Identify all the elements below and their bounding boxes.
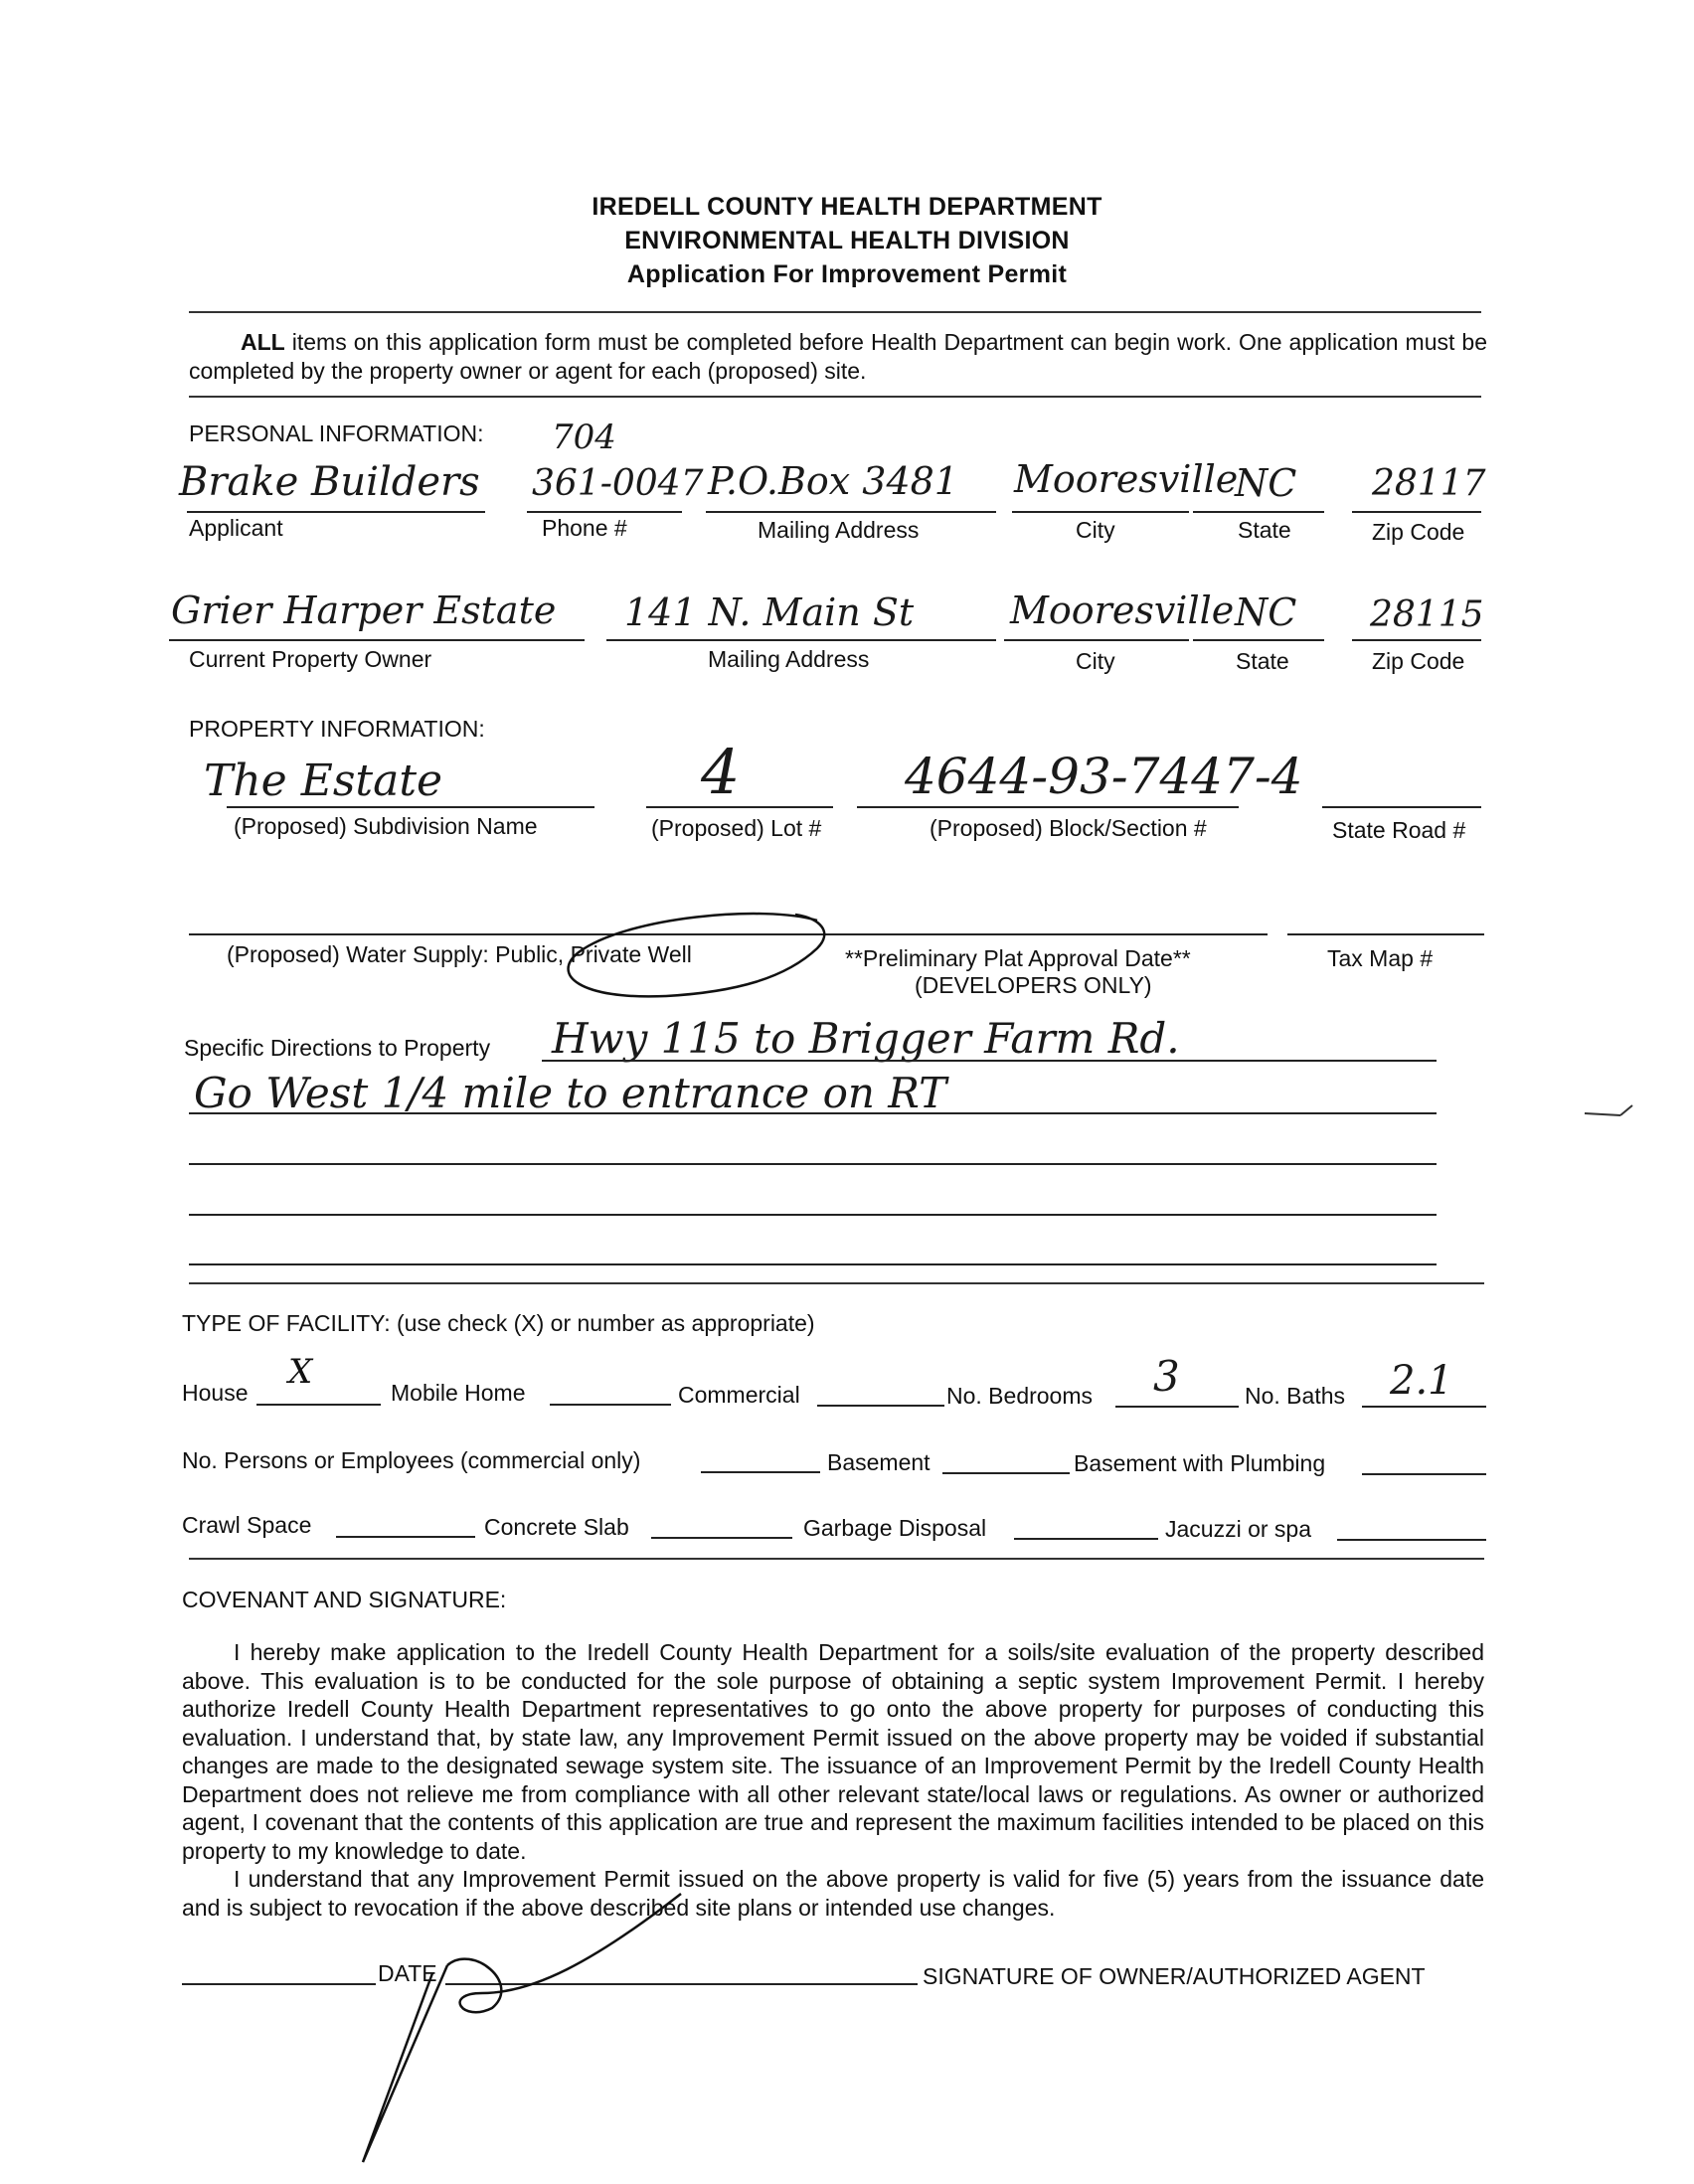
- directions-line-3[interactable]: [189, 1163, 1437, 1165]
- directions-rule: [189, 1282, 1484, 1284]
- directions-line2-value: Go West 1/4 mile to entrance on RT: [194, 1069, 947, 1117]
- covenant-paragraph-2: I understand that any Improvement Permit issued on the above property is valid for five (5) years from the issuance date and is subject to revocation if the above described site plans or intended use changes.: [182, 1866, 1484, 1921]
- private-well-circle-mark: [557, 909, 835, 1008]
- property-section-label: PROPERTY INFORMATION:: [189, 716, 485, 742]
- block-section-label: (Proposed) Block/Section #: [930, 815, 1207, 841]
- directions-line-2[interactable]: [189, 1112, 1437, 1114]
- owner-mailing-value: 141 N. Main St: [624, 590, 915, 634]
- garbage-disposal-label: Garbage Disposal: [803, 1515, 987, 1541]
- owner-value: Grier Harper Estate: [171, 588, 557, 632]
- house-field[interactable]: [256, 1404, 381, 1406]
- mailing-address-value: P.O.Box 3481: [708, 459, 958, 503]
- city-value: Mooresville: [1014, 457, 1239, 501]
- commercial-label: Commercial: [678, 1382, 800, 1408]
- phone-label: Phone #: [542, 515, 627, 541]
- subdivision-value: The Estate: [204, 756, 443, 806]
- state-line[interactable]: [1193, 511, 1324, 513]
- header-division: ENVIRONMENTAL HEALTH DIVISION: [624, 227, 1070, 254]
- baths-field[interactable]: [1362, 1406, 1486, 1408]
- date-label: DATE: [378, 1960, 437, 1986]
- directions-line-4[interactable]: [189, 1214, 1437, 1216]
- state-road-line[interactable]: [1322, 806, 1481, 808]
- owner-city-value: Mooresville: [1010, 588, 1235, 632]
- facility-section-label: TYPE OF FACILITY: (use check (X) or number as appropriate): [182, 1310, 815, 1336]
- mobile-home-field[interactable]: [550, 1404, 671, 1406]
- zip-line[interactable]: [1352, 511, 1481, 513]
- covenant-text: [182, 1638, 1484, 1922]
- zip-label: Zip Code: [1372, 519, 1465, 545]
- margin-stray-mark: [1581, 1093, 1640, 1133]
- bedrooms-label: No. Bedrooms: [946, 1383, 1094, 1409]
- persons-employees-field[interactable]: [701, 1471, 820, 1473]
- city-label: City: [1076, 517, 1115, 543]
- persons-employees-label: No. Persons or Employees (commercial only): [182, 1447, 641, 1473]
- water-supply-label: (Proposed) Water Supply: Public, Private Well: [227, 941, 692, 967]
- basement-plumbing-label: Basement with Plumbing: [1074, 1450, 1326, 1476]
- subdivision-label: (Proposed) Subdivision Name: [234, 813, 538, 839]
- applicant-line[interactable]: [187, 511, 485, 513]
- applicant-value: Brake Builders: [179, 459, 480, 505]
- intro-body: items on this application form must be completed before Health Department can begin work. One application must be completed by the property owner or agent for each (proposed) site.: [189, 329, 1487, 384]
- intro-text: [189, 328, 1487, 385]
- jacuzzi-label: Jacuzzi or spa: [1165, 1516, 1312, 1542]
- owner-state-label: State: [1236, 648, 1289, 674]
- intro-rule: [189, 396, 1481, 398]
- jacuzzi-field[interactable]: [1337, 1539, 1486, 1541]
- personal-section-label: PERSONAL INFORMATION:: [189, 420, 484, 446]
- directions-line-1[interactable]: [542, 1060, 1437, 1062]
- facility-rule: [189, 1558, 1484, 1560]
- owner-state-value: NC: [1235, 590, 1297, 634]
- baths-value: 2.1: [1390, 1358, 1453, 1404]
- zip-value: 28117: [1372, 463, 1486, 504]
- mailing-address-label: Mailing Address: [758, 517, 920, 543]
- covenant-paragraph-1: I hereby make application to the Iredell County Health Department for a soils/site evaluation of the property described above. This evaluation is to be conducted for the sole purpose of obtaining a septic system Improvement Permit. I hereby authorize Iredell County Health Department representatives to go onto the above property for purposes of conducting this evaluation. I understand that, by state law, any Improvement Permit issued on the above property may be voided if substantial changes are made to the designated sewage system site. The issuance of an Improvement Permit by the Iredell County Health Department does not relieve me from compliance with all other relevant state/local laws or regulations. As owner or authorized agent, I covenant that the contents of this application are true and represent the maximum facilities intended to be placed on this property to my knowledge to date.: [182, 1639, 1484, 1864]
- directions-label: Specific Directions to Property: [184, 1035, 491, 1061]
- house-check-mark: X: [288, 1352, 313, 1392]
- applicant-label: Applicant: [189, 515, 283, 541]
- baths-label: No. Baths: [1245, 1383, 1345, 1409]
- mobile-home-label: Mobile Home: [391, 1380, 526, 1406]
- lot-line[interactable]: [646, 806, 833, 808]
- directions-line1-value: Hwy 115 to Brigger Farm Rd.: [552, 1014, 1180, 1063]
- directions-line-5[interactable]: [189, 1263, 1437, 1265]
- handwritten-signature: [353, 1884, 731, 2182]
- owner-city-line[interactable]: [1004, 639, 1189, 641]
- owner-mailing-label: Mailing Address: [708, 646, 870, 672]
- concrete-slab-field[interactable]: [651, 1537, 792, 1539]
- lot-label: (Proposed) Lot #: [651, 815, 822, 841]
- lot-value: 4: [701, 736, 741, 808]
- owner-mailing-line[interactable]: [606, 639, 996, 641]
- crawl-space-label: Crawl Space: [182, 1512, 312, 1538]
- house-label: House: [182, 1380, 249, 1406]
- owner-zip-label: Zip Code: [1372, 648, 1465, 674]
- city-line[interactable]: [1012, 511, 1189, 513]
- basement-label: Basement: [827, 1449, 931, 1475]
- owner-city-label: City: [1076, 648, 1115, 674]
- crawl-space-field[interactable]: [336, 1536, 475, 1538]
- area-code-value: 704: [552, 418, 616, 457]
- concrete-slab-label: Concrete Slab: [484, 1514, 629, 1540]
- plat-developers-note: (DEVELOPERS ONLY): [915, 972, 1152, 998]
- commercial-field[interactable]: [817, 1405, 944, 1407]
- phone-line[interactable]: [527, 511, 682, 513]
- state-road-label: State Road #: [1332, 817, 1466, 843]
- basement-plumbing-field[interactable]: [1362, 1473, 1486, 1475]
- owner-label: Current Property Owner: [189, 646, 432, 672]
- covenant-section-label: COVENANT AND SIGNATURE:: [182, 1587, 507, 1612]
- tax-map-label: Tax Map #: [1327, 945, 1434, 971]
- mailing-address-line[interactable]: [706, 511, 996, 513]
- owner-zip-line[interactable]: [1352, 639, 1481, 641]
- header-rule: [189, 311, 1481, 313]
- phone-value: 361-0047: [532, 463, 704, 504]
- tax-map-line[interactable]: [1287, 933, 1484, 935]
- date-field[interactable]: [182, 1983, 376, 1985]
- state-label: State: [1238, 517, 1291, 543]
- owner-line[interactable]: [169, 639, 585, 641]
- bedrooms-field[interactable]: [1115, 1406, 1239, 1408]
- block-section-line[interactable]: [857, 806, 1239, 808]
- owner-state-line[interactable]: [1193, 639, 1324, 641]
- bedrooms-value: 3: [1153, 1352, 1180, 1401]
- plat-approval-label: **Preliminary Plat Approval Date**: [845, 945, 1191, 971]
- basement-field[interactable]: [942, 1472, 1070, 1474]
- header-form-title: Application For Improvement Permit: [626, 260, 1068, 288]
- header-department: IREDELL COUNTY HEALTH DEPARTMENT: [592, 193, 1102, 221]
- subdivision-line[interactable]: [227, 806, 594, 808]
- block-section-value: 4644-93-7447-4: [905, 748, 1303, 805]
- state-value: NC: [1235, 461, 1297, 505]
- garbage-disposal-field[interactable]: [1014, 1538, 1158, 1540]
- owner-zip-value: 28115: [1370, 594, 1484, 635]
- intro-bold-lead: ALL: [241, 329, 285, 355]
- signature-label: SIGNATURE OF OWNER/AUTHORIZED AGENT: [923, 1963, 1426, 1989]
